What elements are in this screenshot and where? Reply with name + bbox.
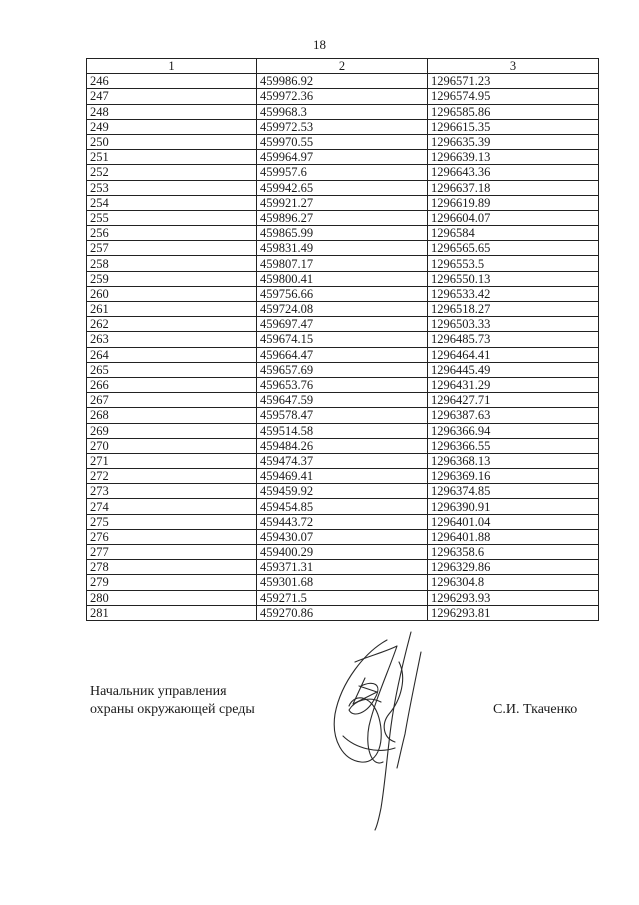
table-cell: 254 <box>87 195 257 210</box>
table-cell: 1296374.85 <box>428 484 599 499</box>
table-row <box>87 469 599 484</box>
table-row <box>87 362 599 377</box>
table-cell: 1296615.35 <box>428 119 599 134</box>
table-cell: 252 <box>87 165 257 180</box>
table-cell: 459474.37 <box>257 453 428 468</box>
table-cell: 459942.65 <box>257 180 428 195</box>
coordinates-table <box>86 58 599 621</box>
table-cell: 263 <box>87 332 257 347</box>
table-cell: 459514.58 <box>257 423 428 438</box>
table-cell: 1296445.49 <box>428 362 599 377</box>
table-row <box>87 545 599 560</box>
table-cell: 1296464.41 <box>428 347 599 362</box>
table-cell: 459964.97 <box>257 150 428 165</box>
table-cell: 251 <box>87 150 257 165</box>
table-cell: 459972.36 <box>257 89 428 104</box>
table-cell: 459972.53 <box>257 119 428 134</box>
table-cell: 459724.08 <box>257 302 428 317</box>
table-cell: 249 <box>87 119 257 134</box>
table-cell: 1296431.29 <box>428 377 599 392</box>
table-cell: 1296368.13 <box>428 453 599 468</box>
table-cell: 459270.86 <box>257 605 428 620</box>
table-cell: 1296518.27 <box>428 302 599 317</box>
table-cell: 1296550.13 <box>428 271 599 286</box>
table-cell: 257 <box>87 241 257 256</box>
table-cell: 459647.59 <box>257 393 428 408</box>
table-cell: 1296293.93 <box>428 590 599 605</box>
table-cell: 1296387.63 <box>428 408 599 423</box>
table-row <box>87 514 599 529</box>
table-cell: 459454.85 <box>257 499 428 514</box>
table-cell: 459400.29 <box>257 545 428 560</box>
table-row <box>87 575 599 590</box>
table-row <box>87 286 599 301</box>
table-cell: 1296304.8 <box>428 575 599 590</box>
table-cell: 1296366.55 <box>428 438 599 453</box>
table-cell: 1296427.71 <box>428 393 599 408</box>
table-cell: 1296401.88 <box>428 529 599 544</box>
table-row <box>87 119 599 134</box>
table-cell: 1296619.89 <box>428 195 599 210</box>
table-row <box>87 89 599 104</box>
table-row <box>87 332 599 347</box>
table-row <box>87 347 599 362</box>
table-cell: 1296485.73 <box>428 332 599 347</box>
table-row <box>87 256 599 271</box>
table-cell: 459271.5 <box>257 590 428 605</box>
table-cell: 459484.26 <box>257 438 428 453</box>
table-row <box>87 134 599 149</box>
table-cell: 459430.07 <box>257 529 428 544</box>
table-cell: 1296584 <box>428 226 599 241</box>
table-cell: 459807.17 <box>257 256 428 271</box>
table-cell: 459921.27 <box>257 195 428 210</box>
table-cell: 1296643.36 <box>428 165 599 180</box>
table-row <box>87 271 599 286</box>
table-header-row <box>87 59 599 74</box>
table-cell: 268 <box>87 408 257 423</box>
table-row <box>87 104 599 119</box>
table-row <box>87 317 599 332</box>
table-cell: 459653.76 <box>257 377 428 392</box>
table-row <box>87 165 599 180</box>
table-cell: 459664.47 <box>257 347 428 362</box>
signer-position-line: охраны окружающей среды <box>90 702 255 717</box>
table-cell: 1296553.5 <box>428 256 599 271</box>
table-body <box>87 74 599 621</box>
signer-name: С.И. Ткаченко <box>493 702 578 717</box>
table-row <box>87 484 599 499</box>
table-cell: 459657.69 <box>257 362 428 377</box>
table-row <box>87 195 599 210</box>
table-cell: 1296604.07 <box>428 210 599 225</box>
table-cell: 274 <box>87 499 257 514</box>
table-cell: 250 <box>87 134 257 149</box>
table-cell: 260 <box>87 286 257 301</box>
table-cell: 270 <box>87 438 257 453</box>
table-cell: 277 <box>87 545 257 560</box>
table-cell: 459957.6 <box>257 165 428 180</box>
handwritten-signature <box>325 622 435 832</box>
table-cell: 459578.47 <box>257 408 428 423</box>
table-cell: 256 <box>87 226 257 241</box>
table-row <box>87 408 599 423</box>
table-cell: 262 <box>87 317 257 332</box>
table-cell: 459469.41 <box>257 469 428 484</box>
table-cell: 1296366.94 <box>428 423 599 438</box>
table-row <box>87 438 599 453</box>
table-cell: 259 <box>87 271 257 286</box>
table-cell: 1296635.39 <box>428 134 599 149</box>
table-cell: 255 <box>87 210 257 225</box>
table-cell: 246 <box>87 74 257 89</box>
table-cell: 1296574.95 <box>428 89 599 104</box>
table-cell: 1296401.04 <box>428 514 599 529</box>
table-cell: 459865.99 <box>257 226 428 241</box>
table-cell: 278 <box>87 560 257 575</box>
table-row <box>87 423 599 438</box>
table-cell: 253 <box>87 180 257 195</box>
table-cell: 1296329.86 <box>428 560 599 575</box>
table-row <box>87 590 599 605</box>
table-row <box>87 210 599 225</box>
table-cell: 1296565.65 <box>428 241 599 256</box>
table-cell: 459674.15 <box>257 332 428 347</box>
table-row <box>87 393 599 408</box>
column-header: 1 <box>87 59 257 74</box>
table-cell: 459831.49 <box>257 241 428 256</box>
table-cell: 266 <box>87 377 257 392</box>
table-cell: 269 <box>87 423 257 438</box>
page-number: 18 <box>313 37 326 52</box>
table-cell: 459970.55 <box>257 134 428 149</box>
table-row <box>87 150 599 165</box>
table-cell: 248 <box>87 104 257 119</box>
table-cell: 267 <box>87 393 257 408</box>
table-cell: 459697.47 <box>257 317 428 332</box>
table-row <box>87 377 599 392</box>
table-row <box>87 241 599 256</box>
table-cell: 261 <box>87 302 257 317</box>
table-cell: 272 <box>87 469 257 484</box>
table-cell: 1296639.13 <box>428 150 599 165</box>
table-row <box>87 499 599 514</box>
table-row <box>87 560 599 575</box>
table-cell: 1296533.42 <box>428 286 599 301</box>
table-cell: 279 <box>87 575 257 590</box>
table-cell: 459371.31 <box>257 560 428 575</box>
table-cell: 1296390.91 <box>428 499 599 514</box>
table-cell: 247 <box>87 89 257 104</box>
table-cell: 459896.27 <box>257 210 428 225</box>
table-cell: 459968.3 <box>257 104 428 119</box>
table-cell: 258 <box>87 256 257 271</box>
table-cell: 459756.66 <box>257 286 428 301</box>
table-cell: 459459.92 <box>257 484 428 499</box>
table-cell: 459443.72 <box>257 514 428 529</box>
table-row <box>87 453 599 468</box>
table-cell: 459800.41 <box>257 271 428 286</box>
table-cell: 1296358.6 <box>428 545 599 560</box>
table-cell: 459986.92 <box>257 74 428 89</box>
table-row <box>87 529 599 544</box>
table-row <box>87 302 599 317</box>
table-cell: 459301.68 <box>257 575 428 590</box>
table-cell: 1296293.81 <box>428 605 599 620</box>
table-cell: 1296369.16 <box>428 469 599 484</box>
table-cell: 1296503.33 <box>428 317 599 332</box>
table-row <box>87 180 599 195</box>
table-cell: 1296571.23 <box>428 74 599 89</box>
table-cell: 271 <box>87 453 257 468</box>
table-row <box>87 74 599 89</box>
table-cell: 276 <box>87 529 257 544</box>
column-header: 3 <box>428 59 599 74</box>
signer-position-line: Начальник управления <box>90 684 227 699</box>
table-cell: 265 <box>87 362 257 377</box>
table-row <box>87 226 599 241</box>
column-header: 2 <box>257 59 428 74</box>
table-cell: 1296637.18 <box>428 180 599 195</box>
table-cell: 280 <box>87 590 257 605</box>
table-cell: 264 <box>87 347 257 362</box>
table-cell: 1296585.86 <box>428 104 599 119</box>
table-cell: 281 <box>87 605 257 620</box>
signer-position <box>90 683 255 719</box>
table-cell: 275 <box>87 514 257 529</box>
table-row <box>87 605 599 620</box>
table-cell: 273 <box>87 484 257 499</box>
